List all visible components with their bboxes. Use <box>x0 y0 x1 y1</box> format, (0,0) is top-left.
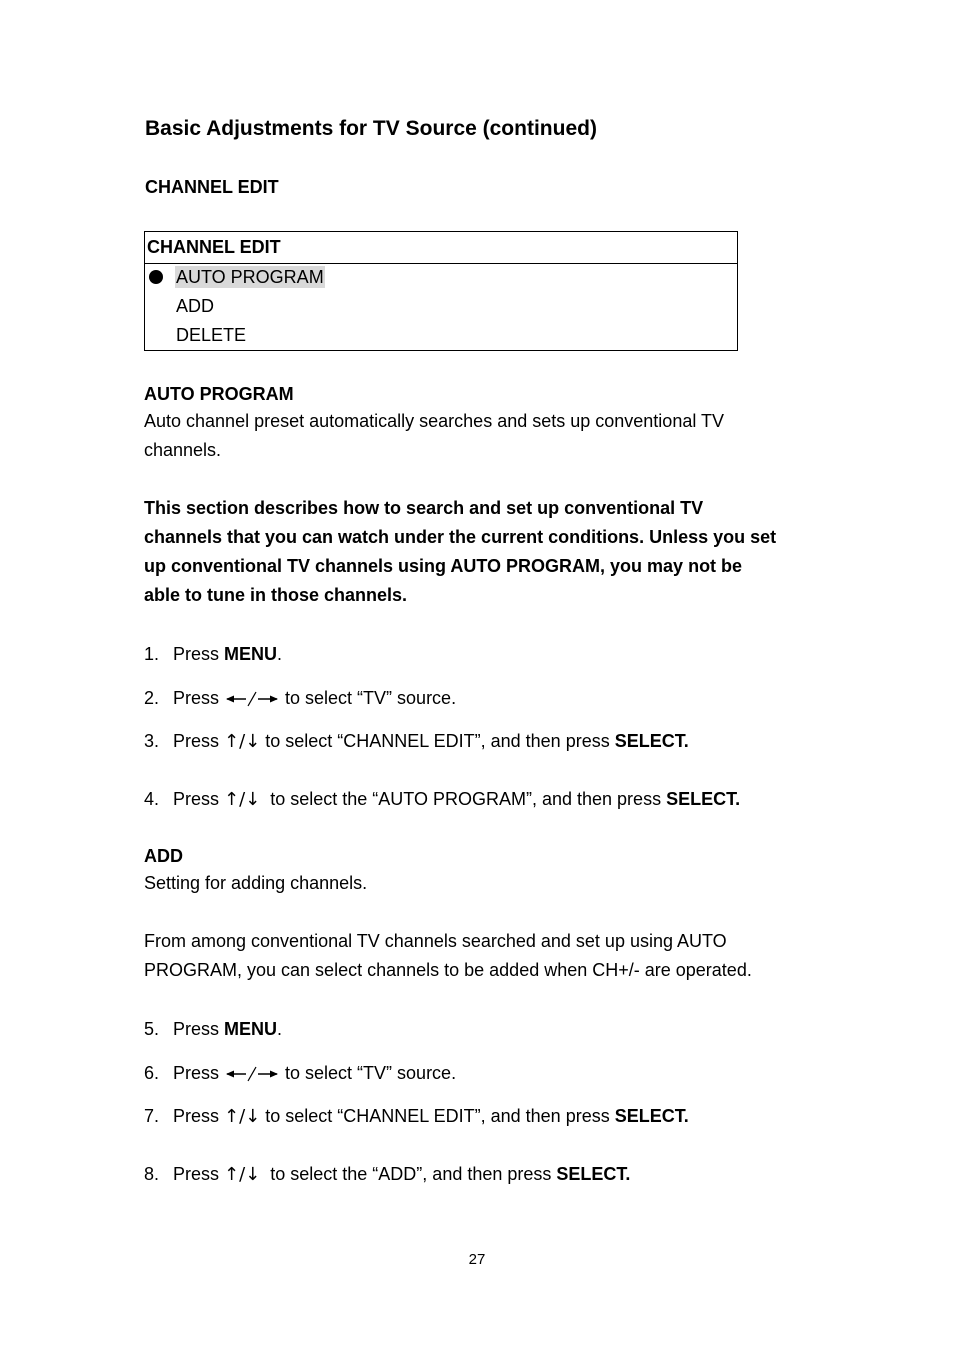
section-heading: CHANNEL EDIT <box>145 177 279 197</box>
up-down-arrows-icon: ↑/↓ <box>224 1106 261 1127</box>
selection-bullet-icon <box>149 270 163 284</box>
menu-item-auto-program: AUTO PROGRAM <box>176 267 324 287</box>
auto-program-note-line: This section describes how to search and set up conventional TV <box>144 498 704 518</box>
add-para-line: From among conventional TV channels searched and set up using AUTO <box>144 931 727 951</box>
add-heading: ADD <box>144 846 183 866</box>
channel-edit-menu <box>144 231 738 351</box>
step-item: 4. Press ↑/↓ to select the “AUTO PROGRAM”, and then press SELECT. <box>144 789 741 810</box>
menu-item-add: ADD <box>176 296 215 316</box>
menu-item-delete: DELETE <box>176 325 247 345</box>
menu-header: CHANNEL EDIT <box>145 232 737 264</box>
auto-program-note-line: channels that you can watch under the current conditions. Unless you set <box>144 527 777 547</box>
step-item: 6. Press to select “TV” source. <box>144 1063 457 1083</box>
auto-program-heading: AUTO PROGRAM <box>144 384 294 404</box>
left-right-arrows-icon <box>224 1063 280 1083</box>
page-title: Basic Adjustments for TV Source (continued) <box>145 117 597 140</box>
left-right-arrows-icon <box>224 688 280 708</box>
step-item: 8. Press ↑/↓ to select the “ADD”, and then press SELECT. <box>144 1164 631 1185</box>
step-item: 3. Press ↑/↓ to select “CHANNEL EDIT”, and then press SELECT. <box>144 731 689 752</box>
add-desc: Setting for adding channels. <box>144 873 368 893</box>
auto-program-note-line: up conventional TV channels using AUTO PROGRAM, you may not be <box>144 556 743 576</box>
auto-program-desc-line: channels. <box>144 440 222 460</box>
page-number: 27 <box>468 1251 486 1268</box>
step-item: 1. Press MENU. <box>144 644 283 664</box>
up-down-arrows-icon: ↑/↓ <box>224 731 261 752</box>
step-item: 7. Press ↑/↓ to select “CHANNEL EDIT”, and then press SELECT. <box>144 1106 689 1127</box>
step-item: 2. Press to select “TV” source. <box>144 688 457 708</box>
up-down-arrows-icon: ↑/↓ <box>224 1164 261 1185</box>
auto-program-note-line: able to tune in those channels. <box>144 585 408 605</box>
step-item: 5. Press MENU. <box>144 1019 283 1039</box>
up-down-arrows-icon: ↑/↓ <box>224 789 261 810</box>
auto-program-desc-line: Auto channel preset automatically searches and sets up conventional TV <box>144 411 725 431</box>
add-para-line: PROGRAM, you can select channels to be added when CH+/- are operated. <box>144 960 752 980</box>
